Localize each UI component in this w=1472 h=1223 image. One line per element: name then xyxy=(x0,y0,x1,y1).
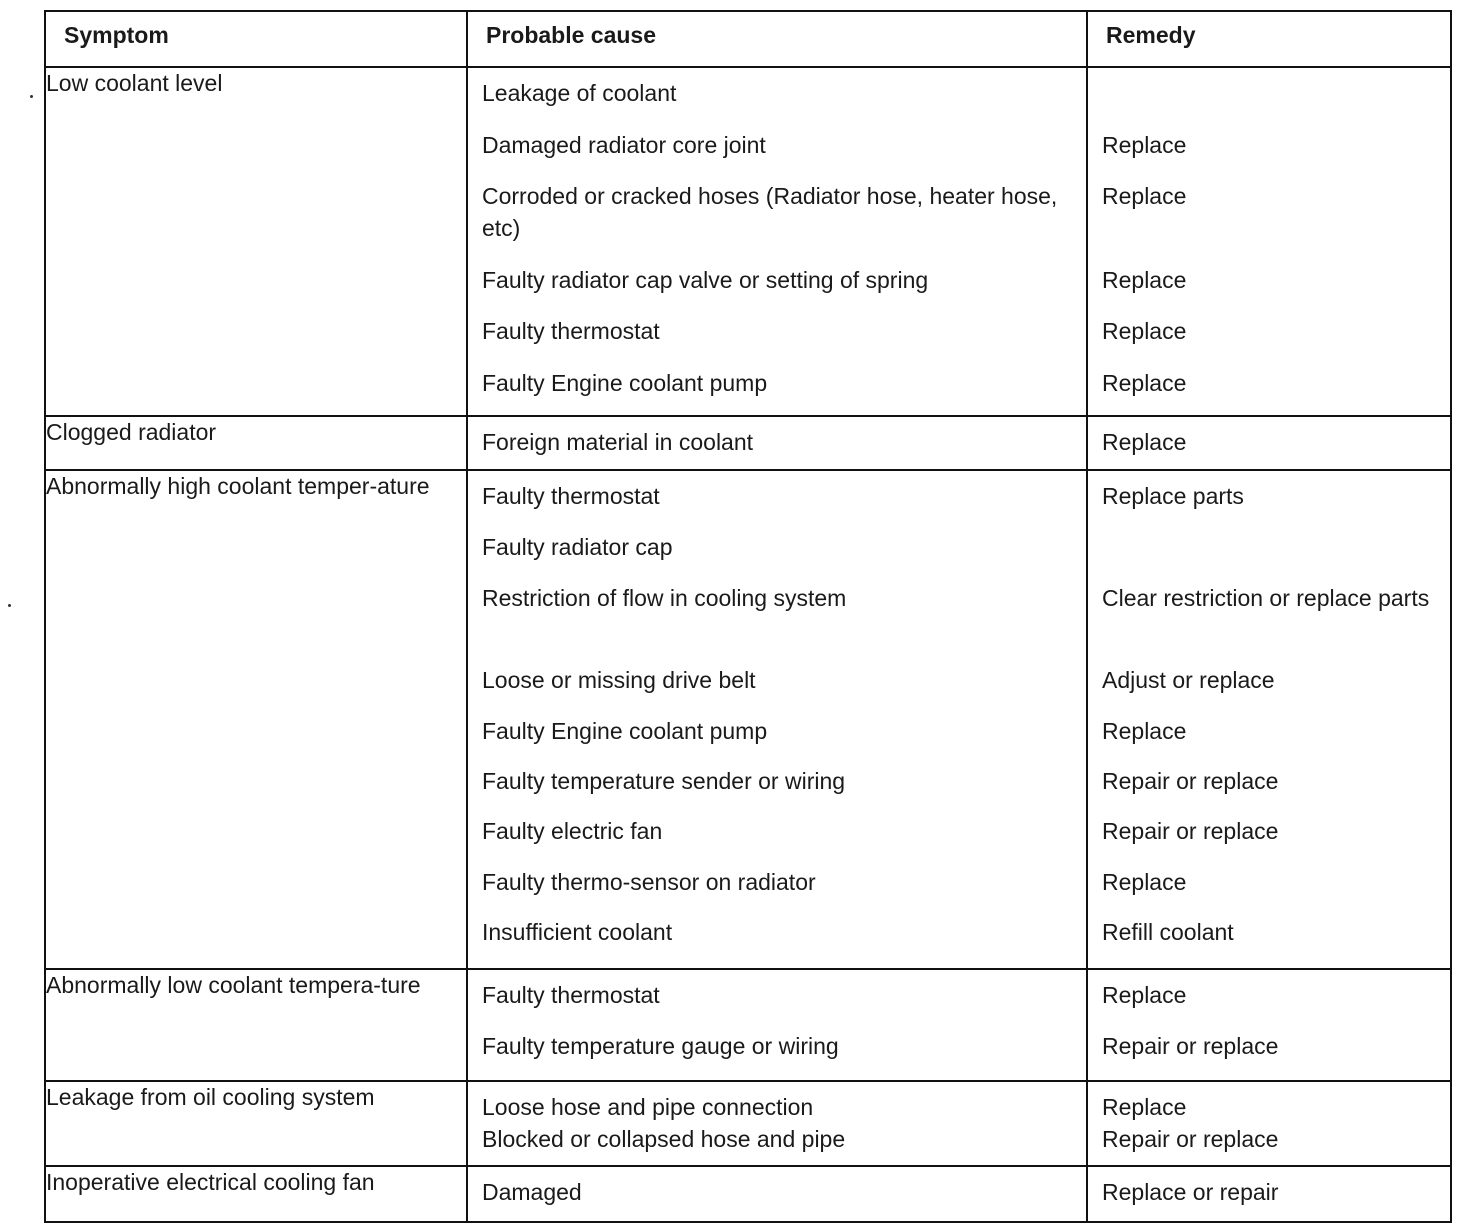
cause-line: Faulty thermostat xyxy=(482,483,660,509)
remedy-line: Replace xyxy=(1102,318,1187,344)
remedy-line: Replace xyxy=(1102,132,1187,158)
remedy-line: Replace xyxy=(1102,869,1187,895)
header-remedy: Remedy xyxy=(1087,11,1451,67)
remedy-line: Repair or replace xyxy=(1102,818,1279,844)
table-row xyxy=(45,969,1451,1081)
remedy-line: Clear restriction or replace parts xyxy=(1102,585,1430,611)
cause-line: Faulty radiator cap valve or setting of spring xyxy=(482,267,929,293)
remedy-line: Replace xyxy=(1102,267,1187,293)
probable-cause-cell xyxy=(467,969,1087,1081)
header-row xyxy=(45,11,1451,67)
cause-line: Corroded or cracked hoses (Radiator hose, heater hose, etc) xyxy=(482,183,1058,241)
troubleshooting-table xyxy=(44,10,1452,1223)
cause-line: Insufficient coolant xyxy=(482,919,673,945)
remedy-line: Replace xyxy=(1102,718,1187,744)
probable-cause-cell xyxy=(467,416,1087,470)
remedy-line xyxy=(1088,531,1450,582)
remedy-cell xyxy=(1087,969,1451,1081)
table-row xyxy=(45,416,1451,470)
cause-line: Faulty thermostat xyxy=(482,318,660,344)
scan-speck xyxy=(8,604,11,607)
table-row xyxy=(45,470,1451,969)
probable-cause-cell xyxy=(467,67,1087,416)
remedy-line: Repair or replace xyxy=(1102,768,1279,794)
cause-line: Faulty Engine coolant pump xyxy=(482,718,768,744)
cause-line: Faulty electric fan xyxy=(482,818,663,844)
cause-line: Damaged xyxy=(482,1179,582,1205)
header-probable-cause: Probable cause xyxy=(467,11,1087,67)
remedy-cell xyxy=(1087,470,1451,969)
remedy-cell xyxy=(1087,1166,1451,1222)
symptom-cell: Inoperative electrical cooling fan xyxy=(45,1166,467,1222)
remedy-cell xyxy=(1087,1081,1451,1166)
table-body xyxy=(45,67,1451,1222)
cause-line: Faulty temperature sender or wiring xyxy=(482,768,846,794)
probable-cause-cell xyxy=(467,1166,1087,1222)
cause-line: Faulty radiator cap xyxy=(482,534,673,560)
remedy-line: Replace xyxy=(1102,429,1187,455)
remedy-line: Replace or repair xyxy=(1102,1179,1279,1205)
remedy-line: Replace xyxy=(1102,982,1187,1008)
remedy-cell xyxy=(1087,67,1451,416)
cause-line: Faulty temperature gauge or wiring xyxy=(482,1033,839,1059)
cause-line: Faulty thermo-sensor on radiator xyxy=(482,869,816,895)
cause-line: Blocked or collapsed hose and pipe xyxy=(482,1126,846,1152)
cause-line: Restriction of flow in cooling system xyxy=(482,585,847,611)
symptom-cell: Abnormally low coolant tempera-ture xyxy=(45,969,467,1081)
symptom-cell: Leakage from oil cooling system xyxy=(45,1081,467,1166)
cause-line: Leakage of coolant xyxy=(482,80,677,106)
remedy-line xyxy=(1088,77,1450,129)
cause-line: Faulty thermostat xyxy=(482,982,660,1008)
cause-line: Damaged radiator core joint xyxy=(482,132,766,158)
scan-speck xyxy=(30,95,33,98)
remedy-line: Replace parts xyxy=(1102,483,1244,509)
cause-line: Loose hose and pipe connection xyxy=(482,1094,814,1120)
remedy-line: Replace xyxy=(1102,370,1187,396)
symptom-cell: Abnormally high coolant temper-ature xyxy=(45,470,467,969)
table-row xyxy=(45,1166,1451,1222)
probable-cause-cell xyxy=(467,1081,1087,1166)
remedy-line: Replace xyxy=(1102,183,1187,209)
remedy-line: Repair or replace xyxy=(1102,1033,1279,1059)
symptom-cell: Low coolant level xyxy=(45,67,467,416)
symptom-cell: Clogged radiator xyxy=(45,416,467,470)
cause-line: Loose or missing drive belt xyxy=(482,667,756,693)
table-row xyxy=(45,67,1451,416)
cause-line: Faulty Engine coolant pump xyxy=(482,370,768,396)
cause-line: Foreign material in coolant xyxy=(482,429,754,455)
remedy-line: Replace xyxy=(1102,1094,1187,1120)
probable-cause-cell xyxy=(467,470,1087,969)
remedy-line: Repair or replace xyxy=(1102,1126,1279,1152)
table-row xyxy=(45,1081,1451,1166)
header-symptom: Symptom xyxy=(45,11,467,67)
remedy-line: Adjust or replace xyxy=(1102,667,1275,693)
remedy-line: Refill coolant xyxy=(1102,919,1234,945)
remedy-cell xyxy=(1087,416,1451,470)
